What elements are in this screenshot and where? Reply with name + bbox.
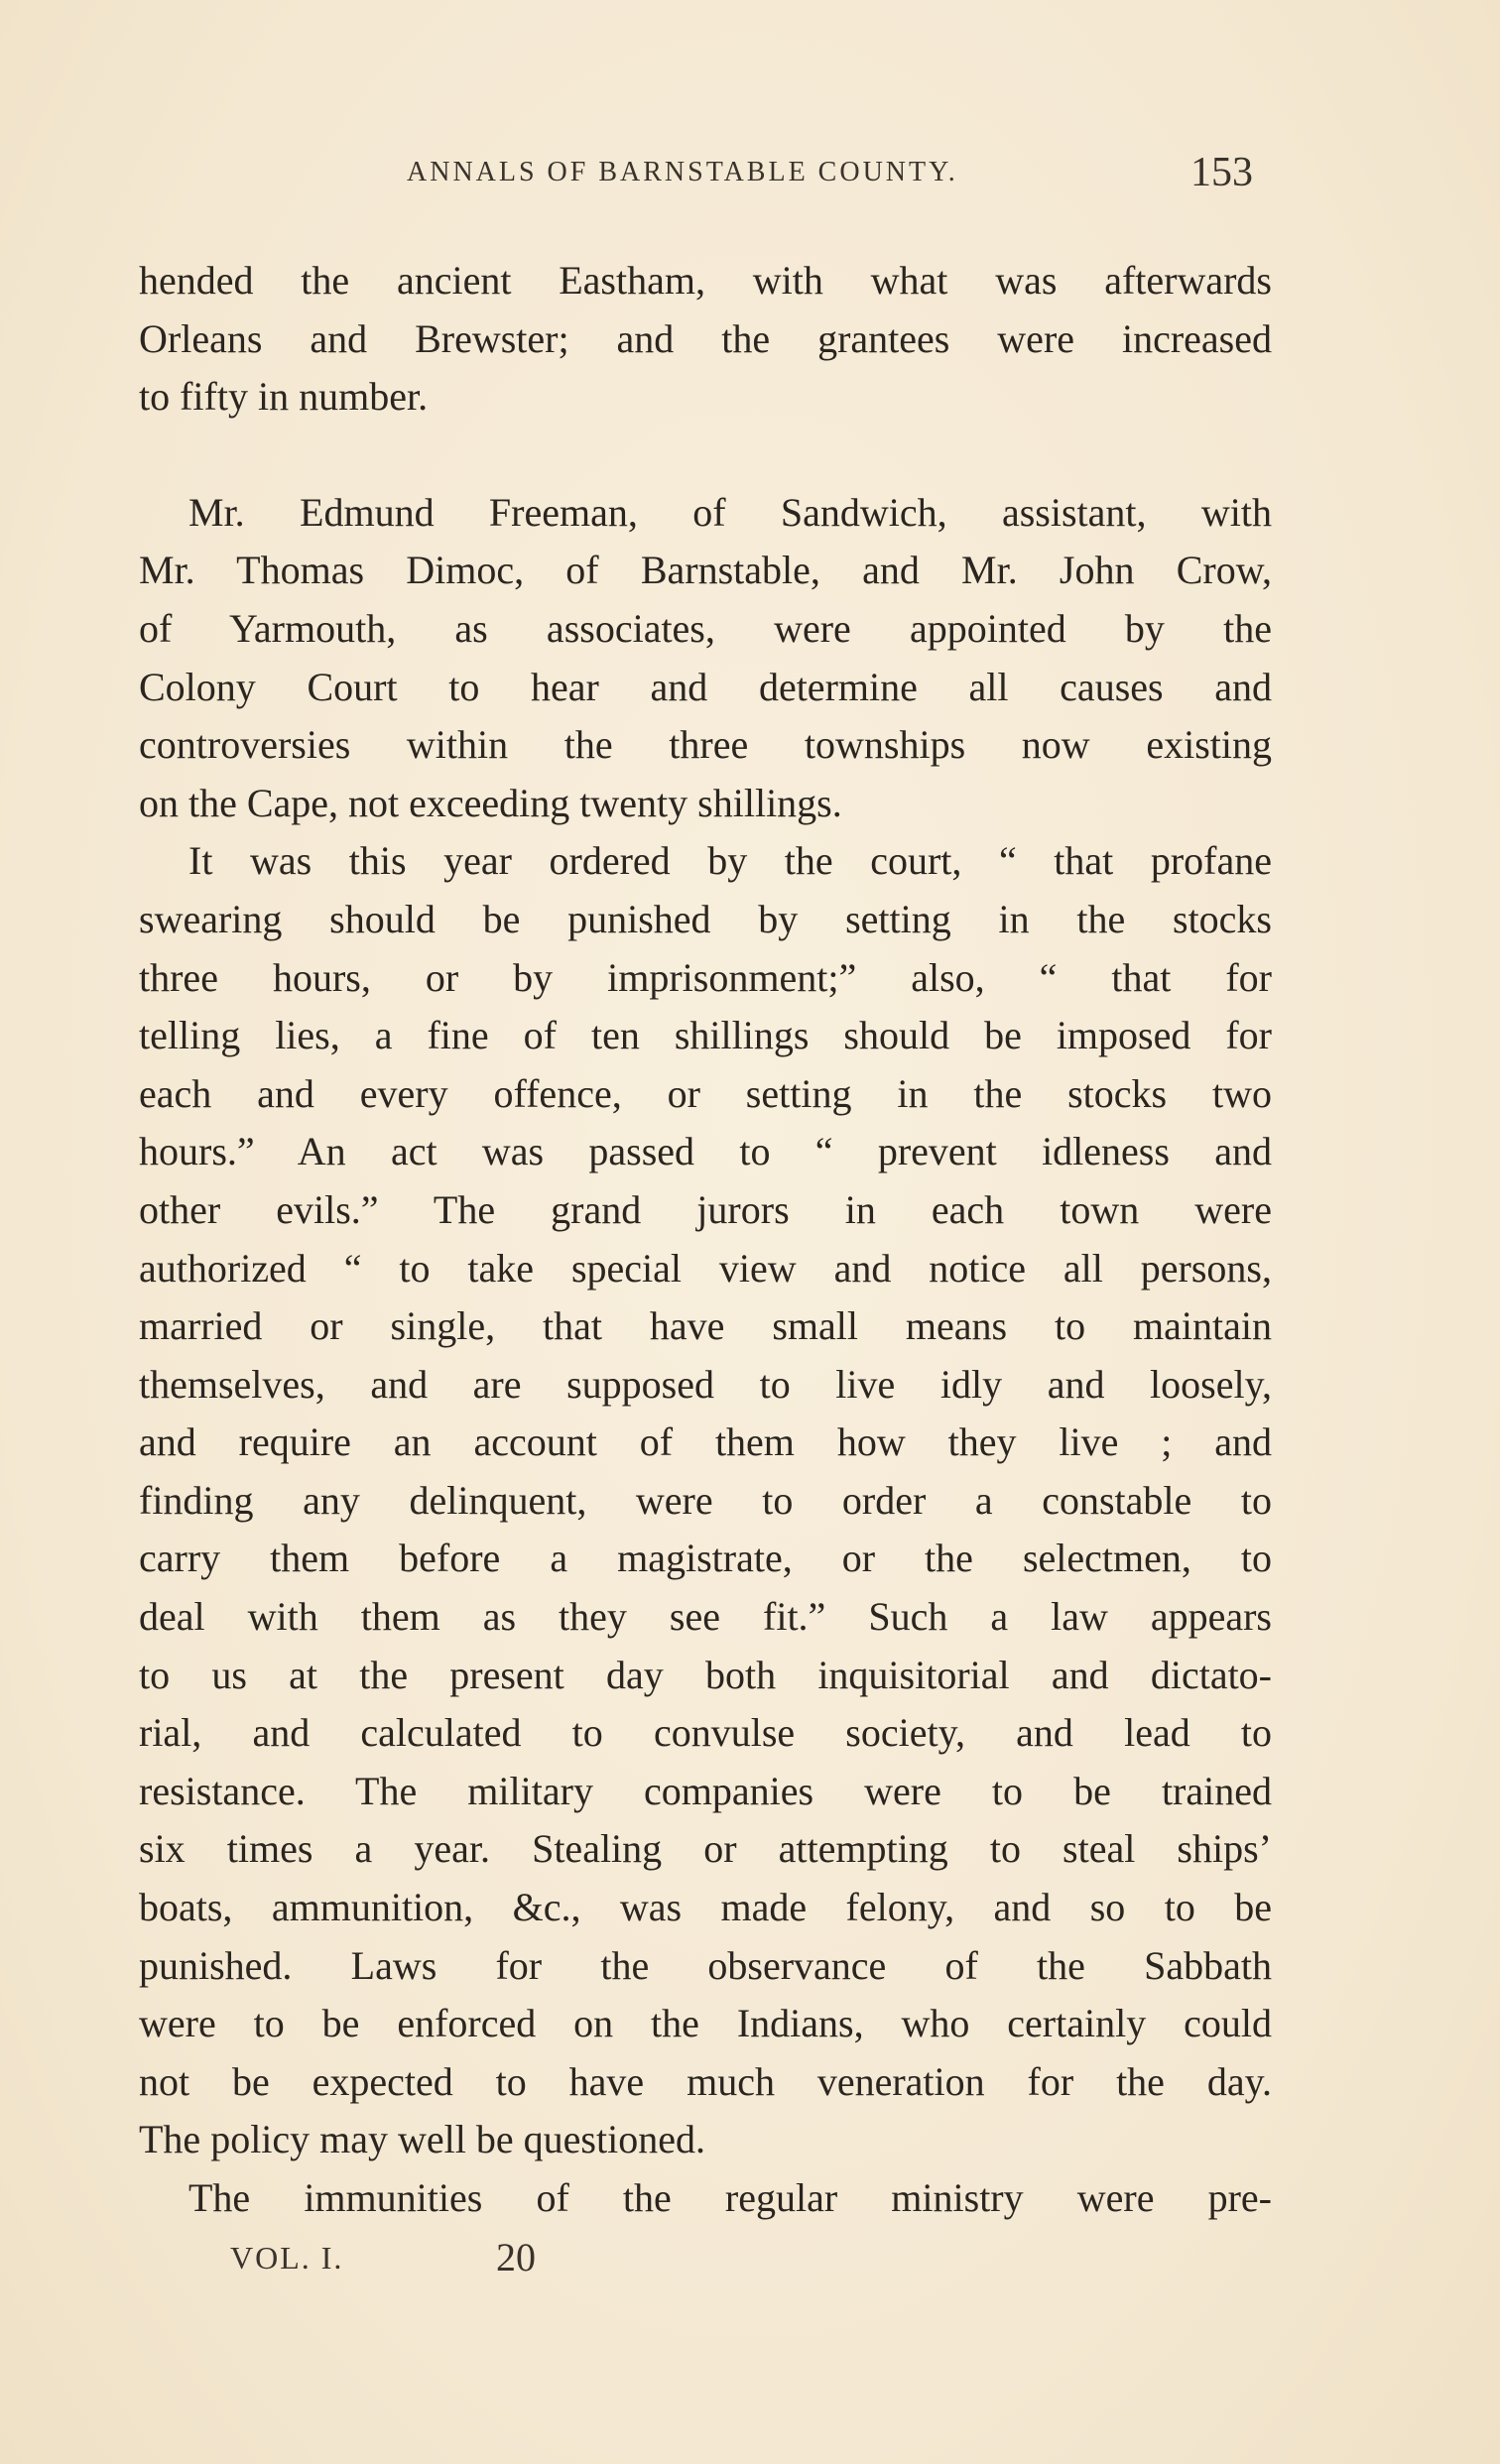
text-line: three hours, or by imprisonment;” also, “ that for [139,954,1272,1000]
text-line: six times a year. Stealing or attempting to steal ships’ [139,1826,1272,1872]
text-line: boats, ammunition, &c., was made felony, and so to be [139,1885,1272,1930]
text-line: The immunities of the regular ministry were pre- [188,2175,1272,2220]
text-line: themselves, and are supposed to live idly and loosely, [139,1361,1272,1407]
text-line: other evils.” The grand jurors in each town were [139,1186,1272,1232]
text-line: Mr. Thomas Dimoc, of Barnstable, and Mr. John Crow, [139,548,1272,593]
text-line: not be expected to have much veneration for the day. [139,2058,1272,2104]
text-line: of Yarmouth, as associates, were appointed by the [139,605,1272,651]
sheet-number: 20 [496,2235,536,2279]
text-line: hours.” An act was passed to “ prevent idleness and [139,1129,1272,1174]
text-line: swearing should be punished by setting in the stocks [139,896,1272,941]
volume-signature: VOL. I. [230,2240,344,2276]
text-line: deal with them as they see fit.” Such a law appears [139,1594,1272,1640]
text-line: and require an account of them how they live ; and [139,1419,1272,1465]
text-line: telling lies, a fine of ten shillings should be imposed for [139,1013,1272,1058]
text-line: authorized “ to take special view and notice all persons, [139,1245,1272,1291]
text-line: on the Cape, not exceeding twenty shillings. [139,780,842,825]
text-line: rial, and calculated to convulse society, and lead to [139,1710,1272,1756]
text-line: punished. Laws for the observance of the Sabbath [139,1942,1272,1988]
body-text [139,252,1272,2228]
running-head-title: ANNALS OF BARNSTABLE COUNTY. [407,157,958,187]
text-line: It was this year ordered by the court, “ that profane [188,838,1272,884]
paragraph-gap [139,427,1272,484]
text-line: to fifty in number. [139,374,429,420]
text-line: were to be enforced on the Indians, who certainly could [139,2001,1272,2046]
page-number: 153 [1190,150,1253,195]
text-line: each and every offence, or setting in the stocks two [139,1070,1272,1116]
text-line: Mr. Edmund Freeman, of Sandwich, assistant, with [188,489,1272,535]
text-line: carry them before a magistrate, or the selectmen, to [139,1536,1272,1581]
text-line: controversies within the three townships now existing [139,722,1272,768]
text-line: Colony Court to hear and determine all causes and [139,664,1272,709]
text-line: to us at the present day both inquisitorial and dictato- [139,1652,1272,1697]
text-line: The policy may well be questioned. [139,2117,705,2162]
text-line: resistance. The military companies were to be trained [139,1768,1272,1813]
text-line: finding any delinquent, were to order a constable to [139,1477,1272,1523]
text-line: Orleans and Brewster; and the grantees were increased [139,315,1272,361]
text-line: hended the ancient Eastham, with what was afterwards [139,258,1272,303]
text-line: married or single, that have small means to maintain [139,1303,1272,1349]
